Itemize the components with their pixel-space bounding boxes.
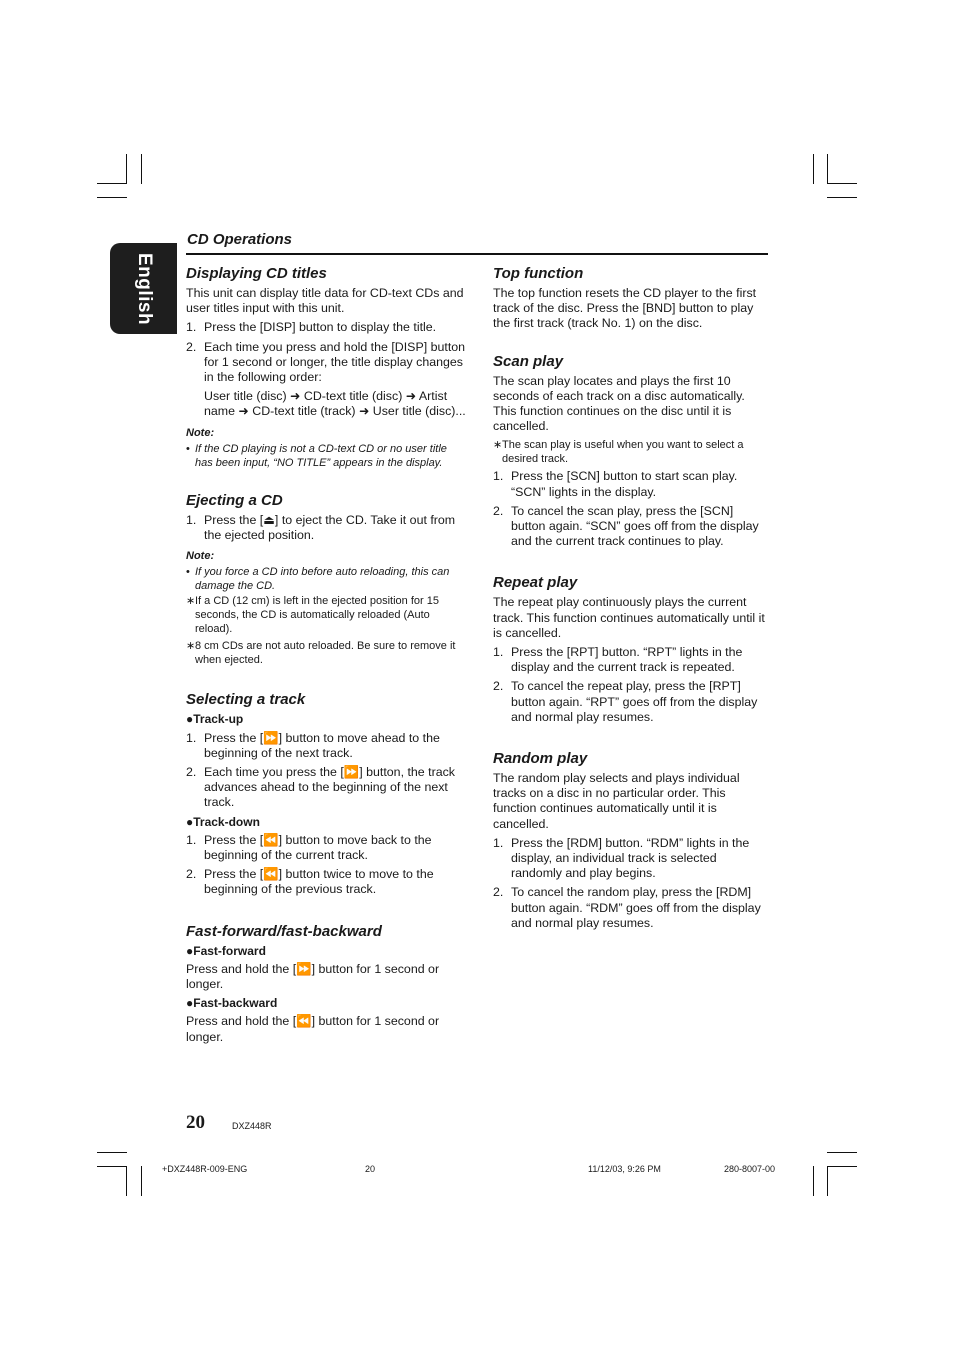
top-body: The top function resets the CD player to the first track of the disc. Press the [BND] button to play the first track (track No. 1) on the disc. — [493, 286, 757, 331]
ejecting-section — [186, 491, 466, 668]
step-text: Press the [RDM] button. “RDM” lights in the display, an individual track is selected randomly and play begins. — [511, 835, 750, 881]
ejecting-steps — [186, 513, 466, 543]
step-number: 1. — [186, 730, 197, 745]
crop-mark — [827, 183, 857, 184]
repeat-body: The repeat play continuously plays the current track. This function continues automatically until it is cancelled. — [493, 595, 765, 640]
crop-mark — [141, 1166, 142, 1196]
step-number: 2. — [186, 339, 197, 354]
list-item — [493, 836, 771, 882]
crop-mark — [827, 1152, 857, 1153]
displaying-steps — [186, 320, 466, 385]
list-item — [186, 867, 466, 897]
crop-mark — [827, 154, 828, 184]
step-text: Press the [DISP] button to display the title. — [204, 320, 437, 335]
model-label: DXZ448R — [232, 1121, 272, 1131]
track-down-heading: ●Track-down — [186, 814, 260, 829]
step-text: To cancel the repeat play, press the [RPT] button again. “RPT” goes off from the display and normal play resumes. — [511, 679, 758, 724]
selecting-section — [186, 690, 466, 897]
step-number: 2. — [493, 679, 504, 694]
list-item — [493, 469, 771, 499]
step-text: Press the [⏪] button to move back to the beginning of the current track. — [204, 832, 432, 863]
step-text: To cancel the random play, press the [RDM] button again. “RDM” goes off from the display and normal play resumes. — [511, 885, 761, 930]
crop-mark — [827, 1166, 828, 1196]
fast-forward-text: Press and hold the [⏩] button for 1 second or longer. — [186, 961, 440, 992]
list-item — [493, 885, 771, 931]
spacer — [493, 729, 771, 749]
random-section — [493, 749, 771, 931]
step-text: Press the [⏪] button twice to move to the beginning of the previous track. — [204, 867, 434, 897]
repeat-section — [493, 573, 771, 725]
language-tab — [110, 243, 177, 334]
track-down-steps — [186, 833, 466, 898]
list-item — [186, 320, 466, 335]
repeat-heading: Repeat play — [493, 574, 578, 592]
crop-mark — [126, 154, 127, 184]
section-title: CD Operations — [187, 231, 293, 248]
step-text: Press the [⏩] button to move ahead to the beginning of the next track. — [204, 730, 440, 760]
spacer — [493, 336, 771, 352]
step-number: 1. — [186, 512, 197, 527]
displaying-section — [186, 264, 466, 470]
step-number: 1. — [493, 469, 504, 484]
random-body: The random play selects and plays individual tracks on a disc in no particular order. This function continues automatically until it is cancelled. — [493, 771, 740, 831]
spacer — [186, 670, 466, 690]
crop-mark — [126, 1166, 127, 1196]
page-number: 20 — [186, 1112, 205, 1133]
top-heading: Top function — [493, 265, 584, 282]
slug-page: 20 — [365, 1164, 376, 1174]
list-item — [186, 513, 466, 543]
spacer — [186, 471, 466, 491]
crop-mark — [813, 1166, 814, 1196]
ejecting-heading: Ejecting a CD — [186, 491, 283, 509]
repeat-steps — [493, 645, 771, 725]
list-item — [493, 679, 771, 725]
step-number: 1. — [493, 835, 504, 850]
asterisk-note: ∗ 8 cm CDs are not auto reloaded. Be sure to remove it when ejected. — [186, 640, 456, 667]
list-item — [186, 731, 466, 761]
bullet-marker: • — [186, 566, 190, 579]
step-number: 2. — [186, 867, 197, 882]
asterisk-marker: ∗ — [493, 439, 503, 452]
step-number: 1. — [186, 320, 197, 335]
slug-file: +DXZ448R-009-ENG — [162, 1164, 248, 1174]
spacer — [186, 902, 466, 922]
step-number: 1. — [493, 645, 504, 660]
random-heading: Random play — [493, 750, 588, 768]
note-text: • If you force a CD into before auto reloading, this can damage the CD. — [186, 566, 450, 593]
step-text: Each time you press and hold the [DISP] button for 1 second or longer, the title display changes in the following order: — [204, 339, 466, 385]
displaying-heading: Displaying CD titles — [186, 265, 327, 282]
asterisk-note: ∗ The scan play is useful when you want to select a desired track. — [493, 439, 744, 466]
fast-backward-text: Press and hold the [⏪] button for 1 second or longer. — [186, 1014, 440, 1044]
step-text: Press the [RPT] button. “RPT” lights in the display and the current track is repeated. — [511, 645, 743, 675]
track-up-heading: ●Track-up — [186, 712, 244, 727]
step-number: 1. — [186, 832, 197, 847]
slug-date: 11/12/03, 9:26 PM — [588, 1164, 661, 1174]
selecting-heading: Selecting a track — [186, 691, 306, 709]
list-item — [186, 833, 466, 863]
right-column — [493, 264, 771, 935]
list-item — [186, 765, 466, 811]
crop-mark — [97, 183, 127, 184]
crop-mark — [141, 154, 142, 184]
note-text: • If the CD playing is not a CD-text CD or no user title has been input, “NO TITLE” appears in the display. — [186, 442, 447, 469]
crop-mark — [97, 197, 127, 198]
title-order: User title (disc) ➜ CD-text title (disc) ➜ Artist name ➜ CD-text title (track) ➜ User title (disc)... — [204, 389, 466, 419]
random-steps — [493, 836, 771, 931]
scan-section — [493, 352, 771, 550]
left-column — [186, 264, 466, 1049]
displaying-intro: This unit can display title data for CD-text CDs and user titles input with this unit. — [186, 286, 464, 316]
crop-mark — [813, 154, 814, 184]
scan-body: The scan play locates and plays the first 10 seconds of each track on a disc automatically. This function continues on the disc until it is cancelled. — [493, 373, 745, 434]
slug-code: 280-8007-00 — [724, 1164, 776, 1174]
note-label: Note: — [186, 550, 215, 563]
track-up-steps — [186, 731, 466, 811]
fast-forward-heading: ●Fast-forward — [186, 943, 266, 958]
step-text: Press the [SCN] button to start scan play. “SCN” lights in the display. — [511, 469, 738, 499]
scan-heading: Scan play — [493, 352, 564, 370]
list-item — [493, 504, 771, 550]
fast-section — [186, 922, 466, 1045]
section-rule — [186, 253, 768, 255]
spacer — [493, 553, 771, 573]
fast-heading: Fast-forward/fast-backward — [186, 922, 382, 940]
step-number: 2. — [493, 503, 504, 518]
asterisk-marker: ∗ — [186, 640, 196, 653]
list-item — [186, 340, 466, 386]
crop-mark — [97, 1166, 127, 1167]
asterisk-marker: ∗ — [186, 595, 196, 608]
crop-mark — [827, 197, 857, 198]
crop-mark — [827, 1166, 857, 1167]
step-number: 2. — [186, 765, 197, 780]
top-section — [493, 264, 771, 332]
language-tab-label: English — [133, 252, 155, 325]
list-item — [493, 645, 771, 675]
step-text: To cancel the scan play, press the [SCN] button again. “SCN” goes off from the display and the current track continues to play. — [511, 503, 759, 549]
scan-steps — [493, 469, 771, 549]
crop-mark — [97, 1152, 127, 1153]
fast-backward-heading: ●Fast-backward — [186, 996, 278, 1011]
step-text: Press the [⏏] to eject the CD. Take it out from the ejected position. — [204, 512, 456, 543]
bullet-marker: • — [186, 442, 190, 455]
asterisk-note: ∗ If a CD (12 cm) is left in the ejected position for 15 seconds, the CD is automatically reloaded (Auto reload). — [186, 595, 439, 636]
step-number: 2. — [493, 885, 504, 900]
note-label: Note: — [186, 426, 215, 439]
step-text: Each time you press the [⏩] button, the track advances ahead to the beginning of the next track. — [204, 765, 455, 810]
